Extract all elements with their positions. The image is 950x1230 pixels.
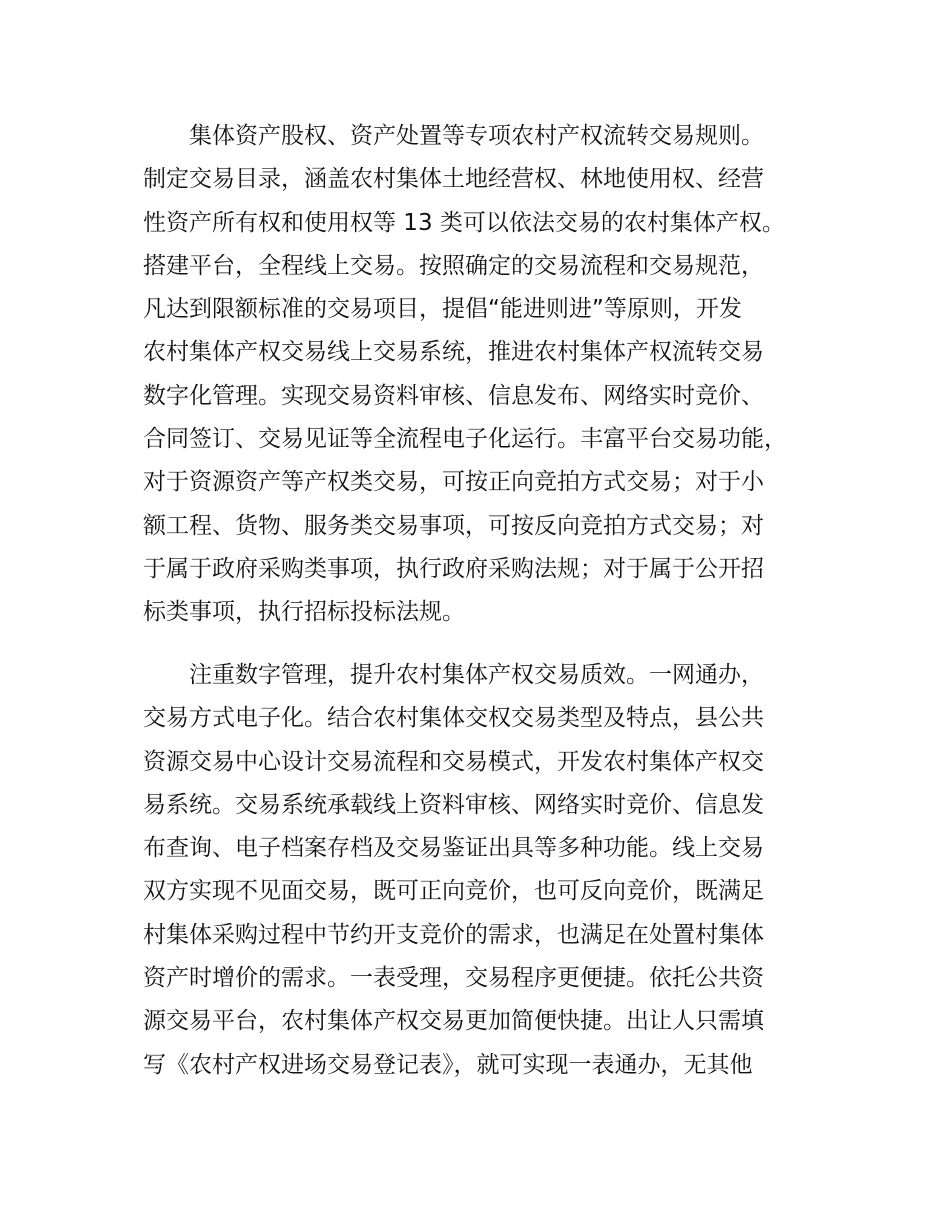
text-line: 标类事项，执行招标投标法规。 xyxy=(143,599,465,626)
text-line: 村集体采购过程中节约开支竞价的需求，也满足在处置村集体 xyxy=(143,921,764,948)
paragraph-2 xyxy=(143,654,843,1087)
paragraph-1 xyxy=(143,115,843,635)
text-line: 数字化管理。实现交易资料审核、信息发布、网络实时竞价、 xyxy=(143,382,764,409)
text-line: 于属于政府采购类事项，执行政府采购法规；对于属于公开招 xyxy=(143,555,764,582)
text-line: 注重数字管理，提升农村集体产权交易质效。一网通办， xyxy=(143,662,764,688)
text-line: 对于资源资产等产权类交易，可按正向竞拍方式交易；对于小 xyxy=(143,469,764,496)
text-line: 资源交易中心设计交易流程和交易模式，开发农村集体产权交 xyxy=(143,748,764,775)
text-line: 交易方式电子化。结合农村集体交权交易类型及特点，县公共 xyxy=(143,705,764,732)
text-line: 额工程、货物、服务类交易事项，可按反向竞拍方式交易；对 xyxy=(143,512,764,539)
text-line: 集体资产股权、资产处置等专项农村产权流转交易规则。 xyxy=(143,123,764,149)
text-line: 性资产所有权和使用权等 13 类可以依法交易的农村集体产权。 xyxy=(143,209,785,236)
text-line: 搭建平台，全程线上交易。按照确定的交易流程和交易规范， xyxy=(143,252,764,279)
text-line: 写《农村产权进场交易登记表》，就可实现一表通办，无其他 xyxy=(143,1051,753,1078)
text-line: 凡达到限额标准的交易项目，提倡“能进则进”等原则，开发 xyxy=(143,296,742,323)
text-line: 资产时增价的需求。一表受理，交易程序更便捷。依托公共资 xyxy=(143,965,764,992)
text-line: 易系统。交易系统承载线上资料审核、网络实时竞价、信息发 xyxy=(143,791,764,818)
text-line: 制定交易目录，涵盖农村集体土地经营权、林地使用权、经营 xyxy=(143,166,764,193)
text-line: 农村集体产权交易线上交易系统，推进农村集体产权流转交易 xyxy=(143,339,764,366)
text-line: 源交易平台，农村集体产权交易更加简便快捷。出让人只需填 xyxy=(143,1008,764,1035)
text-line: 布查询、电子档案存档及交易鉴证出具等多种功能。线上交易 xyxy=(143,835,764,862)
text-line: 双方实现不见面交易，既可正向竞价，也可反向竞价，既满足 xyxy=(143,878,764,905)
text-line: 合同签订、交易见证等全流程电子化运行。丰富平台交易功能， xyxy=(143,426,787,453)
